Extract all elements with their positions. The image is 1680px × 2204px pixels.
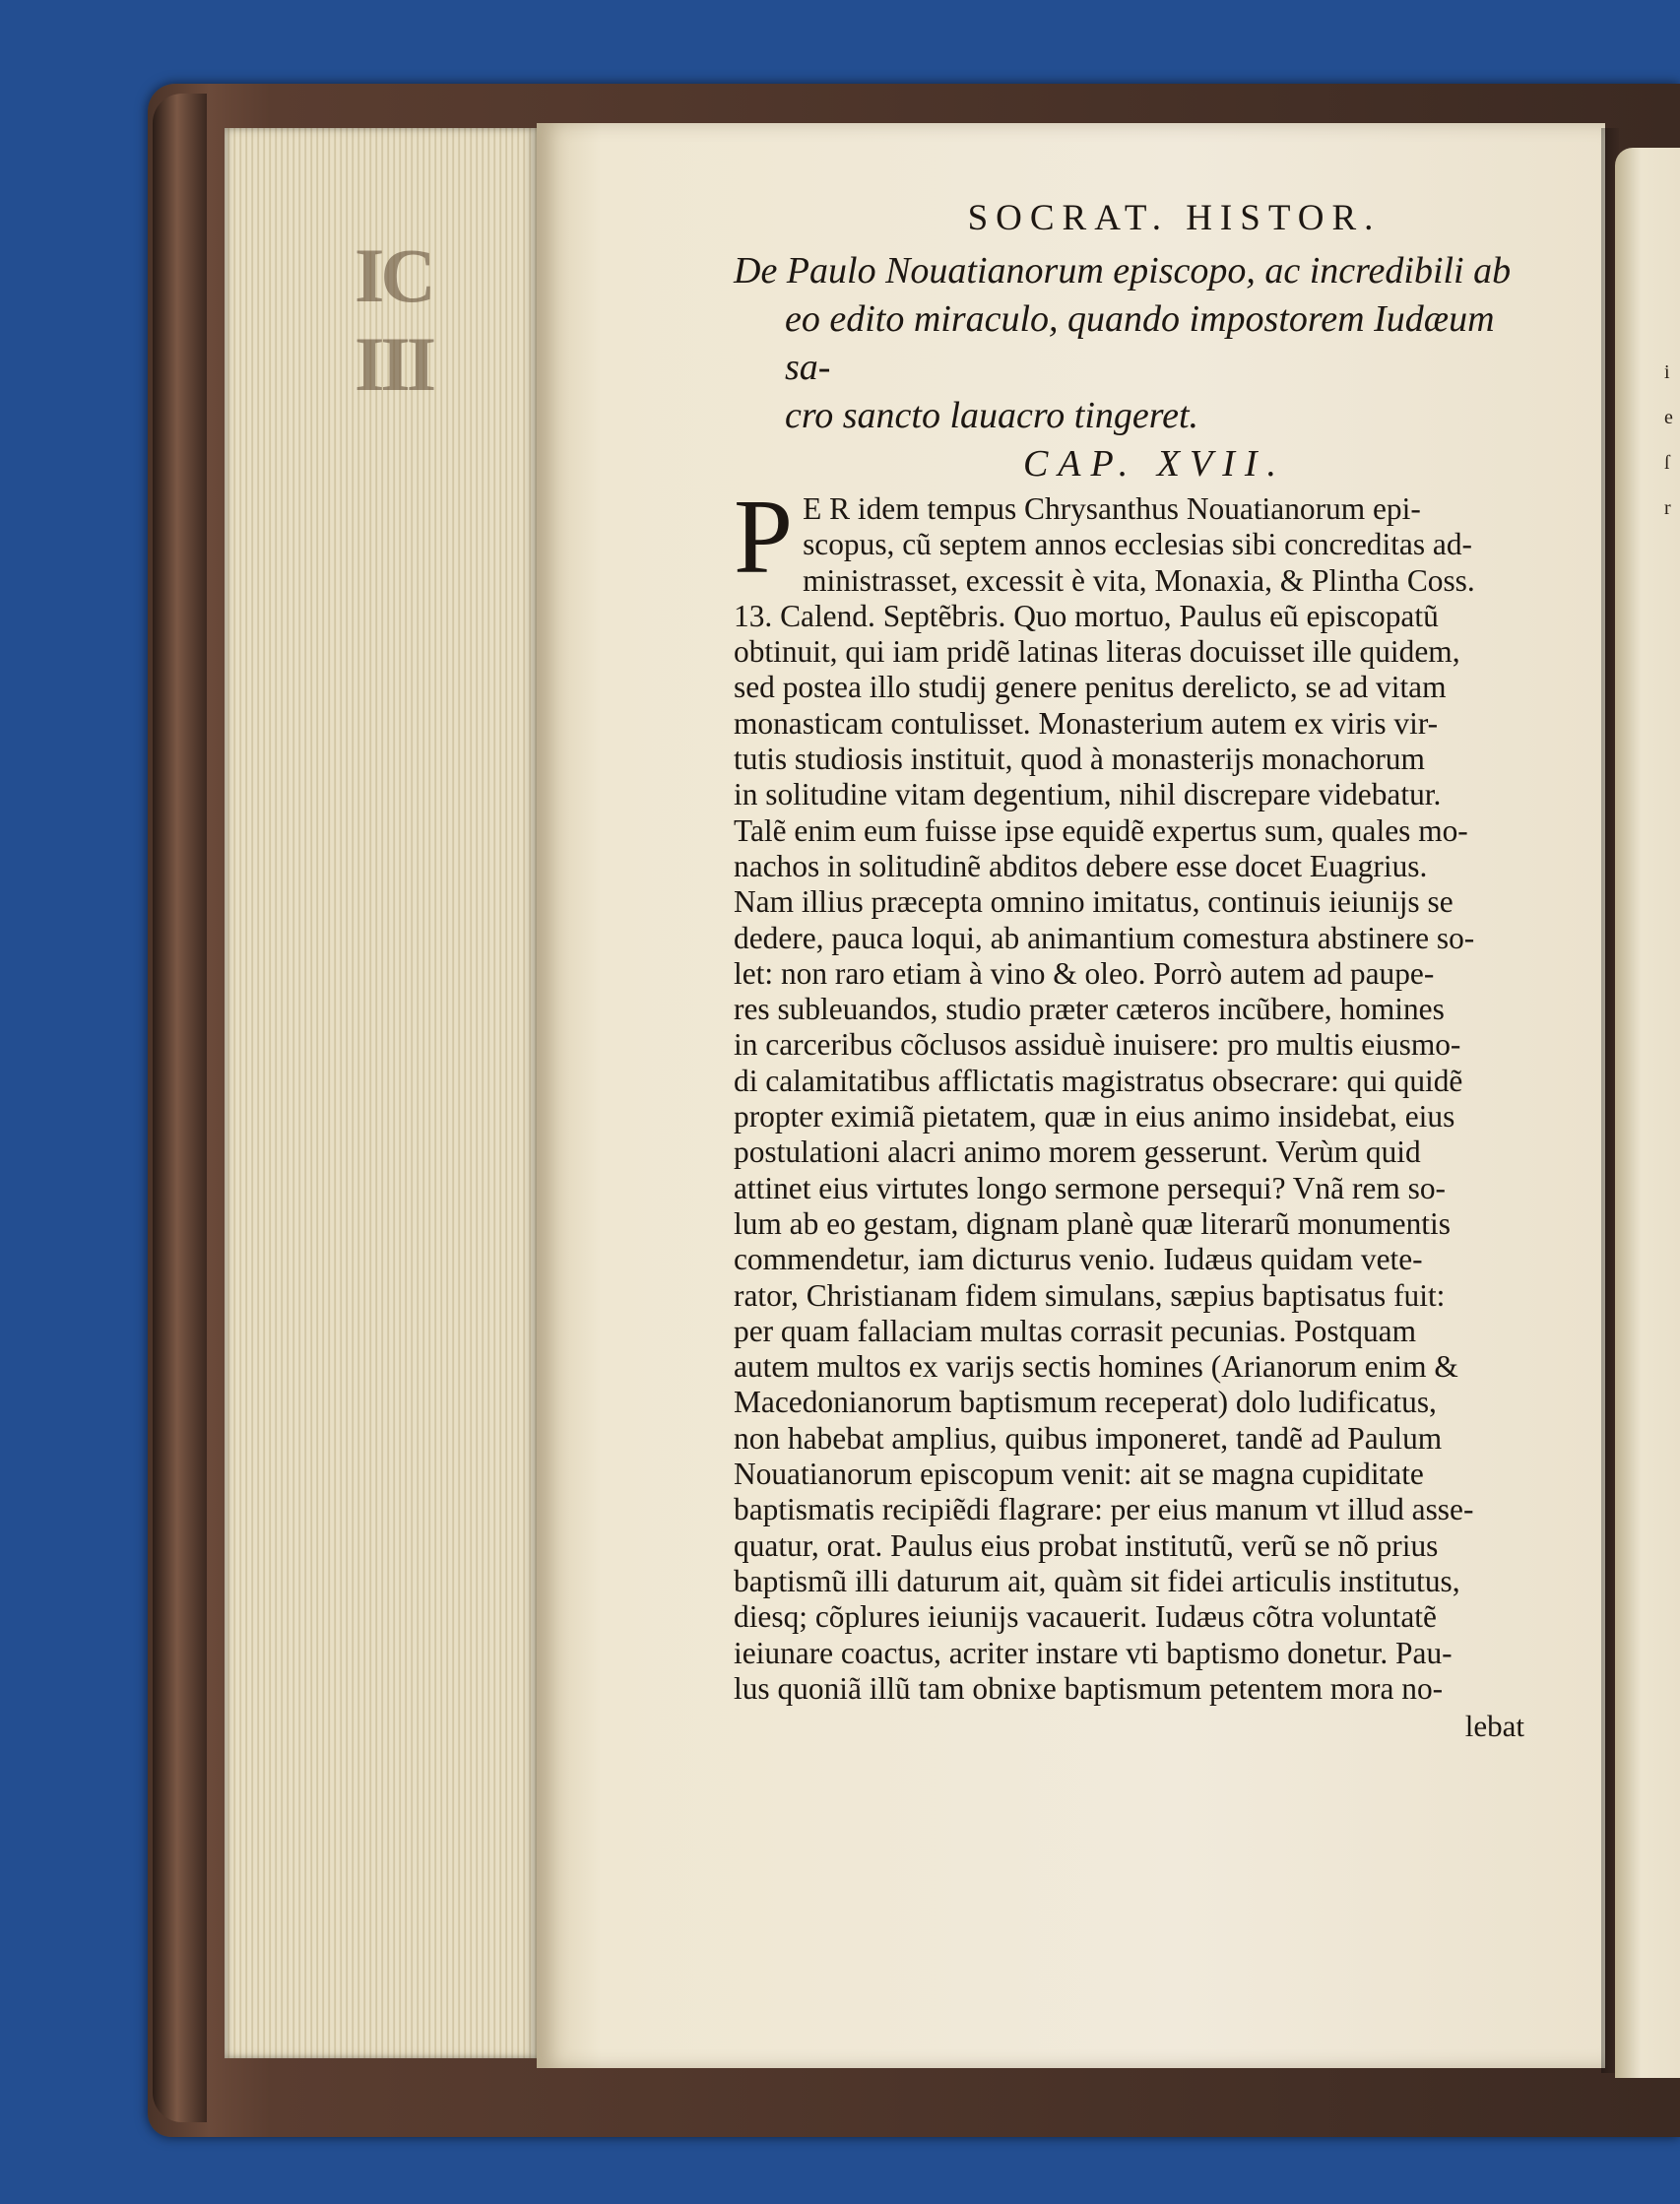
body-line: scopus, cũ septem annos ecclesias sibi concreditas ad- [803,527,1472,562]
body-line: ieiunare coactus, acriter instare vti baptismo donetur. Pau- [734,1635,1453,1670]
drop-cap: P [734,479,794,596]
body-line: tutis studiosis instituit, quod à monasterijs monachorum [734,742,1425,777]
body-line: Macedonianorum baptismum receperat) dolo ludificatus, [734,1385,1437,1420]
body-line: lum ab eo gestam, dignam planè quæ literarũ monumentis [734,1205,1451,1241]
page-edges [225,128,538,2058]
body-line: baptismũ illi daturum ait, quàm sit fidei articulis institutus, [734,1563,1460,1598]
body-line: Talẽ enim eum fuisse ipse equidẽ expertus sum, quales mo- [734,812,1468,848]
body-line: ministrasset, excessit è vita, Monaxia, & Plintha Coss. [803,562,1475,598]
body-line: dedere, pauca loqui, ab animantium comestura abstinere so- [734,920,1475,955]
body-line: di calamitatibus afflictatis magistratus obsecrare: qui quidẽ [734,1063,1463,1098]
body-line: propter eximiã pietatem, quæ in eius animo insidebat, eius [734,1099,1455,1134]
body-line: attinet eius virtutes longo sermone persequi? Vnã rem so- [734,1170,1446,1205]
page-content [734,197,1536,1744]
body-line: res subleuandos, studio præter cæteros incũbere, homines [734,992,1445,1027]
body-line: autem multos ex varijs sectis homines (Arianorum enim & [734,1349,1458,1385]
running-head: SOCRAT. HISTOR. [967,198,1382,238]
body-line: in carceribus cõclusos assiduè inuisere: pro multis eiusmo- [734,1027,1461,1063]
body-line: commendetur, iam dicturus venio. Iudæus quidam vete- [734,1242,1423,1277]
body-line: 13. Calend. Septẽbris. Quo mortuo, Paulus eũ episcopatũ [734,598,1439,633]
body-line: E R idem tempus Chrysanthus Nouatianorum epi- [803,491,1421,526]
book-spine [153,94,207,2122]
body-line: in solitudine vitam degentium, nihil discrepare videbatur. [734,777,1442,812]
chapter-title [734,247,1536,440]
body-line: let: non raro etiam à vino & oleo. Porrò autem ad paupe- [734,955,1435,991]
body-line: lus quoniã illũ tam obnixe baptismum petentem mora no- [734,1670,1444,1706]
body-line: sed postea illo studij genere penitus derelicto, se ad vitam [734,670,1447,705]
body-line: nachos in solitudinẽ abditos debere esse docet Euagrius. [734,848,1428,883]
chapter-number: CAP. XVII. [1022,443,1287,485]
body-line: diesq; cõplures ieiunijs vacauerit. Iudæus cõtra voluntatẽ [734,1599,1437,1635]
body-line: baptismatis recipiẽdi flagrare: per eius manum vt illud asse- [734,1492,1474,1527]
body-line: non habebat amplius, quibus imponeret, tandẽ ad Paulum [734,1420,1443,1456]
body-line: Nouatianorum episcopum venit: ait se magna cupiditate [734,1457,1424,1492]
body-text [734,479,1536,1707]
body-line: rator, Christianam fidem simulans, sæpius baptisatus fuit: [734,1277,1446,1313]
body-line: per quam fallaciam multas corrasit pecunias. Postquam [734,1313,1417,1348]
body-line: Nam illius præcepta omnino imitatus, continuis ieiunijs se [734,884,1454,920]
catchword: lebat [1464,1709,1524,1744]
body-line: monasticam contulisset. Monasterium autem ex viris vir- [734,705,1439,741]
chapter-title-line: cro sancto lauacro tingeret. [785,395,1199,436]
body-line: quatur, orat. Paulus eius probat institutũ, verũ se nõ prius [734,1527,1439,1563]
body-line: obtinuit, qui iam pridẽ latinas literas docuisset ille quidem, [734,634,1460,670]
chapter-title-line: De Paulo Nouatianorum episcopo, ac incredibili ab [734,250,1512,292]
body-line: postulationi alacri animo morem gesserunt. Verùm quid [734,1134,1421,1170]
page-edge-marking: IC III [355,232,433,407]
chapter-title-line: eo edito miraculo, quando impostorem Iudæum sa- [785,298,1495,388]
right-page-letters: i e ſ r [1664,361,1673,519]
